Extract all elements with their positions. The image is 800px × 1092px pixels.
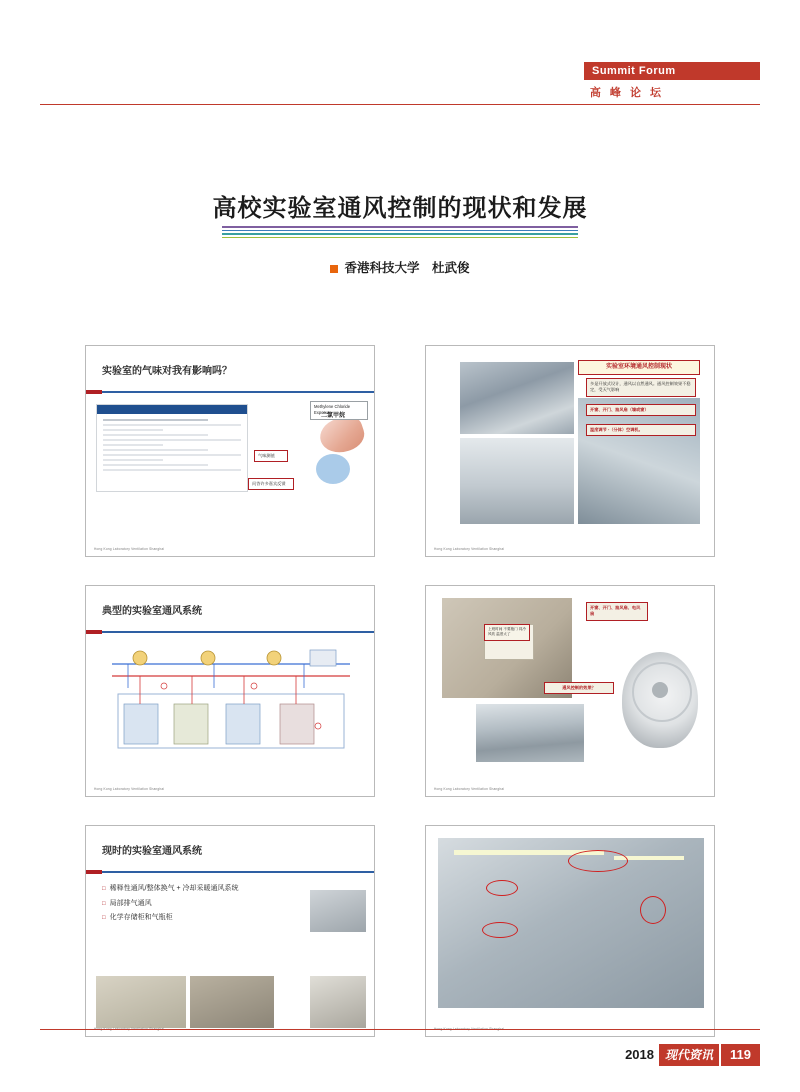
footer-page-number: 119 <box>721 1044 760 1066</box>
photo-lab-benches <box>460 362 574 434</box>
callout-methylene-cn: 二氯甲烷 <box>321 413 346 419</box>
slide-3-accent <box>86 631 374 633</box>
callout-temperature-control: 温度调节 -（分体）空调机。 <box>586 424 696 436</box>
page-title: 高校实验室通风控制的现状和发展 <box>212 195 588 222</box>
bullet-item-1: □ 稀释性通风/整体换气 + 冷却采暖通风系统 <box>102 882 239 897</box>
slide-1-title: 实验室的气味对我有影响吗？ <box>102 366 232 377</box>
callout-open-window-fan: 开窗、开门、抽风扇、电风扇 <box>586 602 648 621</box>
callout-status-title: 实验室环境通风控制现状 <box>578 360 700 375</box>
bullet-item-3: □ 化学存储柜和气瓶柜 <box>102 911 239 926</box>
bullet-item-2: □ 局部排气通风 <box>102 897 239 912</box>
slide-2-footnote: Hong Kong Laboratory Ventilation Shanghai <box>434 547 505 551</box>
header-brand-cn: 高 峰 论 坛 <box>589 87 664 99</box>
slide-grid <box>85 345 715 1037</box>
slide-5-title: 现时的实验室通风系统 <box>102 846 202 857</box>
slide-2 <box>425 345 715 557</box>
author-name: 香港科技大学 杜武俊 <box>344 261 470 275</box>
browser-screenshot <box>96 404 248 492</box>
footer-year: 2018 <box>625 1047 654 1062</box>
photo-cabinet-middle <box>190 976 274 1028</box>
slide-3-footnote: Hong Kong Laboratory Ventilation Shanghai <box>94 787 165 791</box>
footer-divider <box>40 1029 760 1030</box>
page-footer <box>625 1044 760 1066</box>
ventilation-schematic-svg <box>104 642 358 762</box>
highlight-oval-right-fan <box>640 896 666 924</box>
photo-cabinet-left <box>96 976 186 1028</box>
photo-cabinet-top <box>310 890 366 932</box>
header-divider <box>40 104 760 105</box>
diagram-ventilation-system <box>104 642 358 762</box>
header-brand-en: Summit Forum <box>584 62 760 80</box>
slide-6 <box>425 825 715 1037</box>
photo-ceiling <box>460 438 574 524</box>
callout-ventilation-effect: 通风控制的效果？ <box>544 682 614 694</box>
photo-wall-fan <box>622 652 698 748</box>
callout-open-design: 多是开放式设计，通风以自然通风。通风控制效果不稳定，受天气影响 <box>586 378 696 397</box>
footer-magazine-name: 现代资讯 <box>659 1044 719 1066</box>
highlight-oval-bench <box>482 922 518 938</box>
slide-3 <box>85 585 375 797</box>
callout-door-notice: 上班时间 不要施门 同冷风吹 温度太了 <box>484 624 530 641</box>
callout-odor-value: 气味测值 <box>254 450 288 462</box>
callout-guest-feedback: 问答许多嘉宾反馈 <box>248 478 294 490</box>
square-marker-icon <box>330 265 338 273</box>
callout-window-door-fan: 开窗、开门、抽风扇（墙或窗） <box>586 404 696 416</box>
slide-1-accent <box>86 391 374 393</box>
highlight-oval-ceiling-fan <box>568 850 628 872</box>
slide-5 <box>85 825 375 1037</box>
callout-methylene-en: Methylene Chloride Exposure <box>310 401 368 420</box>
slide-4-footnote: Hong Kong Laboratory Ventilation Shanghai <box>434 787 505 791</box>
anatomy-illustration <box>306 412 368 486</box>
slide-5-accent <box>86 871 374 873</box>
highlight-oval-wall-unit <box>486 880 518 896</box>
photo-cabinet-right <box>310 976 366 1028</box>
slide-3-title: 典型的实验室通风系统 <box>102 606 202 617</box>
slide-1-footnote: Hong Kong Laboratory Ventilation Shanghai <box>94 547 165 551</box>
title-decoration <box>222 226 578 240</box>
slide-5-bullets <box>102 882 239 926</box>
photo-ceiling-fan-room <box>476 704 584 762</box>
slide-4 <box>425 585 715 797</box>
author-line <box>0 258 800 276</box>
slide-1 <box>85 345 375 557</box>
photo-lab-room <box>578 398 700 524</box>
